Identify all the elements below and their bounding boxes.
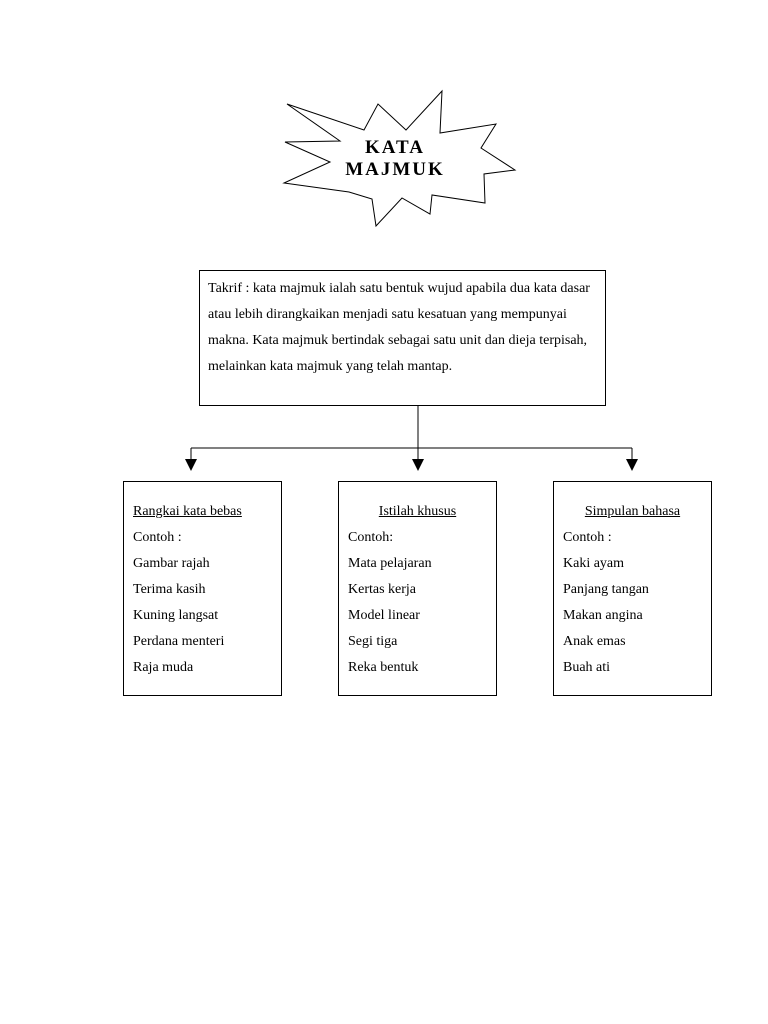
definition-text: Takrif : kata majmuk ialah satu bentuk wujud apabila dua kata dasar atau lebih dirangkaikan menjadi satu kesatuan yang mempunyai makna. Kata majmuk bertindak sebagai satu unit dan dieja terpisah, melainkan kata majmuk yang telah mantap. [208,281,590,374]
example-item: Raja muda [133,660,194,675]
example-item: Panjang tangan [563,582,649,597]
category-box-rangkai-kata-bebas [123,481,282,696]
example-item: Kertas kerja [348,582,417,597]
title-line-2: MAJMUK [345,159,445,180]
example-item: Kuning langsat [133,608,219,623]
category-heading: Rangkai kata bebas [133,504,242,519]
example-item: Model linear [348,608,420,623]
example-item: Anak emas [563,634,626,649]
category-heading: Simpulan bahasa [584,504,681,519]
contoh-label: Contoh : [133,530,182,545]
category-box-istilah-khusus [338,481,497,696]
contoh-label: Contoh : [563,530,612,545]
category-heading: Istilah khusus [378,504,457,519]
diagram-title [340,137,450,180]
example-item: Makan angina [563,608,643,623]
example-item: Mata pelajaran [348,556,432,571]
example-item: Terima kasih [133,582,206,597]
category-box-simpulan-bahasa [553,481,712,696]
example-list [133,551,272,681]
title-line-1: KATA [364,137,426,158]
example-list [563,551,702,681]
arrowhead-right-icon [626,459,638,471]
example-item: Segi tiga [348,634,398,649]
definition-box [199,270,606,406]
example-item: Reka bentuk [348,660,419,675]
contoh-label: Contoh: [348,530,394,545]
example-list [348,551,487,681]
example-item: Gambar rajah [133,556,210,571]
arrowhead-left-icon [185,459,197,471]
example-item: Buah ati [563,660,611,675]
arrowhead-mid-icon [412,459,424,471]
example-item: Kaki ayam [563,556,625,571]
example-item: Perdana menteri [133,634,225,649]
